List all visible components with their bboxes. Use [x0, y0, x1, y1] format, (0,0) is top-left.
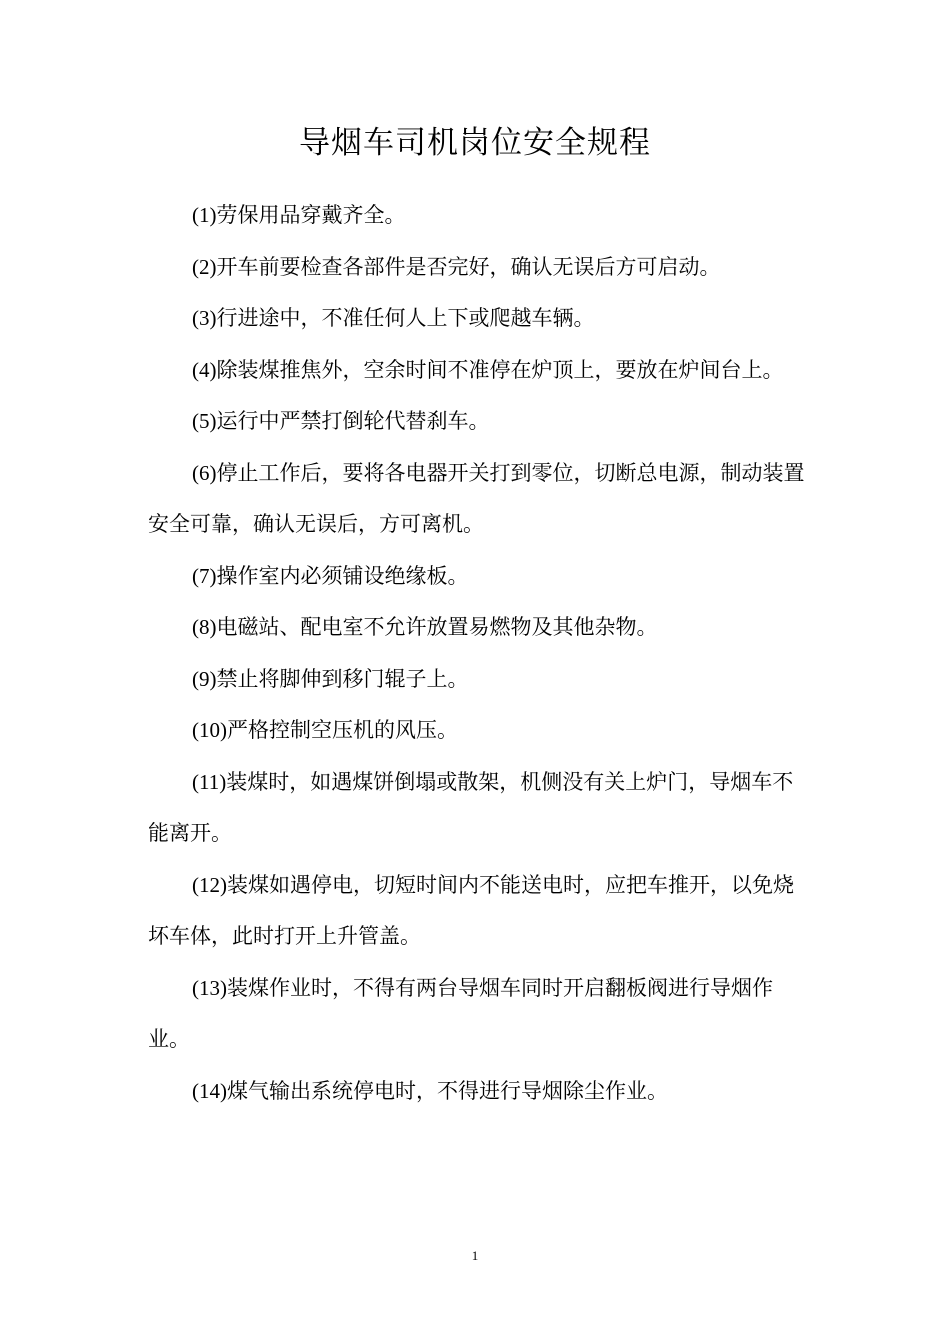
rule-item	[148, 242, 808, 294]
rule-item	[148, 1066, 808, 1118]
document-title: 导烟车司机岗位安全规程	[299, 125, 651, 161]
rule-item	[148, 551, 808, 603]
rule-text: 装煤如遇停电，切短时间内不能送电时，应把车推开，以免烧坏车体，此时打开上升管盖。	[148, 872, 794, 948]
rule-item	[148, 705, 808, 757]
rule-item	[148, 345, 808, 397]
rule-number: (11)	[192, 769, 227, 794]
rule-text: 装煤作业时，不得有两台导烟车同时开启翻板阀进行导烟作业。	[148, 975, 773, 1051]
rules-list	[148, 190, 808, 1117]
rule-number: (3)	[192, 306, 217, 330]
rule-item	[148, 654, 808, 706]
rule-text: 严格控制空压机的风压。	[227, 718, 458, 742]
rule-item	[148, 602, 808, 654]
rule-item	[148, 448, 808, 551]
rule-item	[148, 190, 808, 242]
rule-number: (4)	[192, 357, 217, 382]
rule-number: (10)	[192, 718, 227, 742]
rule-number: (8)	[192, 615, 217, 639]
rule-text: 装煤时，如遇煤饼倒塌或散架，机侧没有关上炉门，导烟车不能离开。	[148, 769, 794, 845]
rule-text: 劳保用品穿戴齐全。	[216, 203, 406, 227]
rule-text: 操作室内必须铺设绝缘板。	[216, 563, 469, 588]
rule-text: 运行中严禁打倒轮代替刹车。	[216, 409, 490, 433]
rule-number: (5)	[192, 409, 217, 433]
rule-item	[148, 757, 808, 860]
rule-item	[148, 963, 808, 1066]
rule-number: (9)	[192, 666, 217, 691]
rule-number: (7)	[192, 563, 217, 588]
rule-item	[148, 293, 808, 345]
rule-text: 煤气输出系统停电时，不得进行导烟除尘作业。	[227, 1078, 668, 1103]
rule-text: 行进途中，不准任何人上下或爬越车辆。	[216, 306, 595, 330]
rule-item	[148, 860, 808, 963]
rule-number: (13)	[192, 975, 227, 1000]
rule-text: 开车前要检查各部件是否完好，确认无误后方可启动。	[216, 254, 721, 279]
rule-number: (6)	[192, 460, 217, 485]
page-number: 1	[471, 1248, 479, 1263]
rule-item	[148, 396, 808, 448]
rule-text: 禁止将脚伸到移门辊子上。	[216, 666, 469, 691]
rule-text: 除装煤推焦外，空余时间不准停在炉顶上，要放在炉间台上。	[216, 357, 784, 382]
rule-number: (12)	[192, 872, 227, 897]
rule-text: 电磁站、配电室不允许放置易燃物及其他杂物。	[216, 615, 658, 639]
rule-number: (2)	[192, 254, 217, 279]
rule-number: (1)	[192, 203, 217, 227]
rule-number: (14)	[192, 1078, 227, 1103]
rule-text: 停止工作后，要将各电器开关打到零位，切断总电源，制动装置安全可靠，确认无误后，方可离机。	[148, 460, 805, 536]
